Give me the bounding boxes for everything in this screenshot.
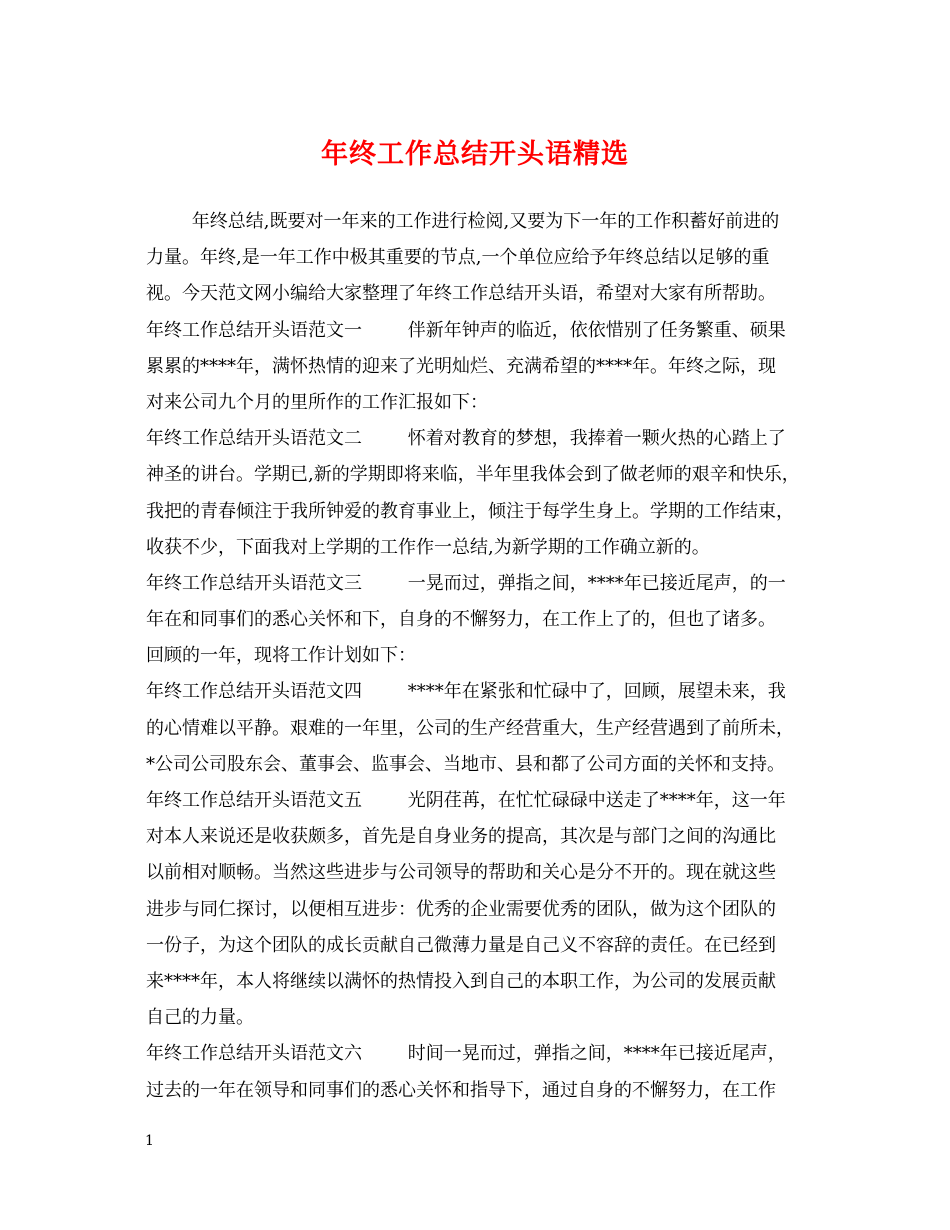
text-line: 年终工作总结开头语范文三 一晃而过，弹指之间，****年已接近尾声，的一 xyxy=(146,572,786,594)
text-line: 神圣的讲台。学期已,新的学期即将来临，半年里我体会到了做老师的艰辛和快乐， xyxy=(146,464,800,486)
text-line: 年终总结,既要对一年来的工作进行检阅,又要为下一年的工作积蓄好前进的 xyxy=(146,211,780,232)
text-line: 年终工作总结开头语范文四 ****年在紧张和忙碌中了，回顾，展望未来，我 xyxy=(146,681,786,703)
text-line: 的心情难以平静。艰难的一年里，公司的生产经营重大，生产经营遇到了前所未， xyxy=(146,717,794,739)
text-line: 对本人来说还是收获颇多，首先是自身业务的提高，其次是与部门之间的沟通比 xyxy=(146,826,776,848)
text-line: 力量。年终,是一年工作中极其重要的节点,一个单位应给予年终总结以足够的重 xyxy=(146,247,770,269)
text-line: 视。今天范文网小编给大家整理了年终工作总结开头语，希望对大家有所帮助。 xyxy=(146,283,776,305)
text-line: 年终工作总结开头语范文二 怀着对教育的梦想，我捧着一颗火热的心踏上了 xyxy=(146,428,786,450)
text-line: 年终工作总结开头语范文五 光阴荏苒，在忙忙碌碌中送走了****年，这一年 xyxy=(146,790,786,811)
page-number: 1 xyxy=(145,1133,154,1149)
text-line: 以前相对顺畅。当然这些进步与公司领导的帮助和关心是分不开的。现在就这些 xyxy=(146,862,776,884)
text-line: 对来公司九个月的里所作的工作汇报如下： xyxy=(146,391,488,413)
text-line: 收获不少，下面我对上学期的工作作一总结,为新学期的工作确立新的。 xyxy=(146,536,710,558)
text-line: 累累的****年，满怀热情的迎来了光明灿烂、充满希望的****年。年终之际，现 xyxy=(146,355,776,377)
document-title: 年终工作总结开头语精选 xyxy=(321,139,629,170)
text-line: 年在和同事们的悉心关怀和下，自身的不懈努力，在工作上了的，但也了诸多。 xyxy=(146,609,776,631)
text-line: 进步与同仁探讨，以便相互进步：优秀的企业需要优秀的团队，做为这个团队的 xyxy=(146,898,776,920)
text-line: 年终工作总结开头语范文一 伴新年钟声的临近，依依惜别了任务繁重、硕果 xyxy=(146,319,786,341)
text-line: 年终工作总结开头语范文六 时间一晃而过，弹指之间，****年已接近尾声， xyxy=(146,1043,786,1065)
document-body xyxy=(146,204,826,1109)
text-line: 我把的青春倾注于我所钟爱的教育事业上，倾注于每学生身上。学期的工作结束， xyxy=(146,500,794,522)
text-line: 来****年，本人将继续以满怀的热情投入到自己的本职工作，为公司的发展贡献 xyxy=(146,970,776,992)
text-line: *公司公司股东会、董事会、监事会、当地市、县和都了公司方面的关怀和支持。 xyxy=(146,753,785,775)
text-line: 过去的一年在领导和同事们的悉心关怀和指导下，通过自身的不懈努力，在工作 xyxy=(146,1079,776,1101)
text-line: 回顾的一年，现将工作计划如下： xyxy=(146,645,416,667)
text-line: 一份子，为这个团队的成长贡献自己微薄力量是自己义不容辞的责任。在已经到 xyxy=(146,934,776,956)
text-line: 自己的力量。 xyxy=(146,1007,254,1029)
